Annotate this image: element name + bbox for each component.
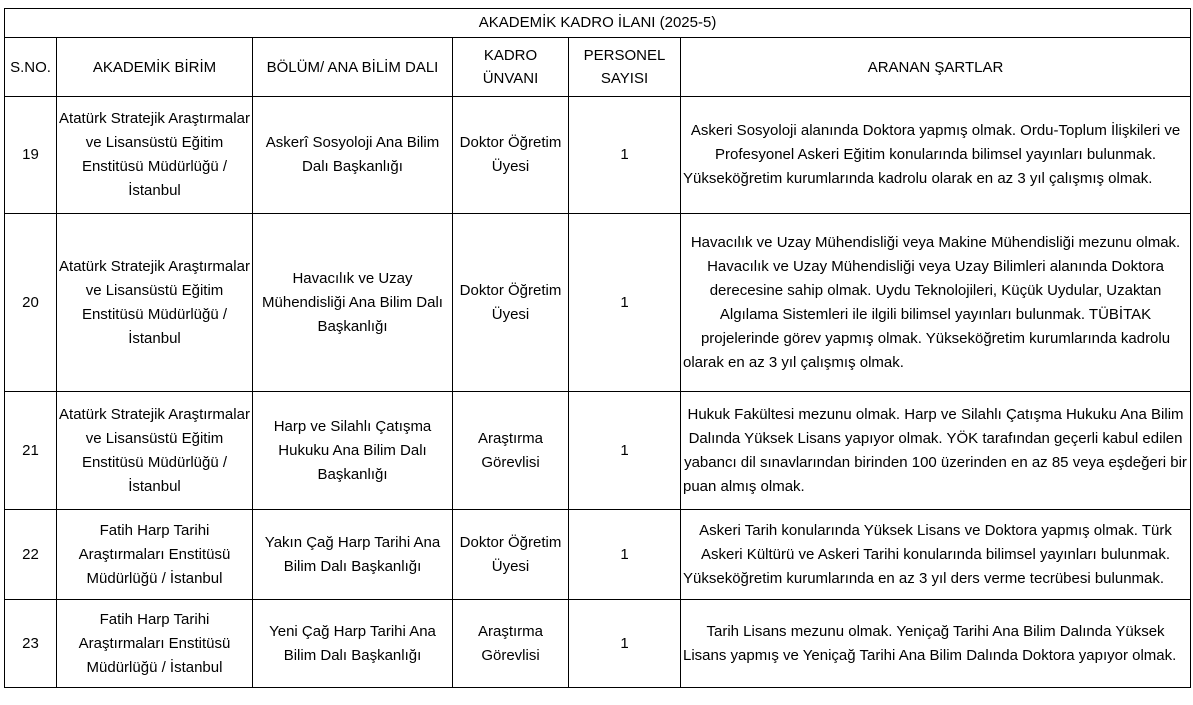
row-sno: 19 bbox=[5, 97, 57, 214]
row-requirements: Askeri Sosyoloji alanında Doktora yapmış olmak. Ordu-Toplum İlişkileri ve Profesyonel Askeri Eğitim konularında bilimsel yayınları bulunmak. Yükseköğretim kurumlarında kadrolu olarak en az 3 yıl çalışmış olmak. bbox=[681, 97, 1191, 214]
row-department: Yeni Çağ Harp Tarihi Ana Bilim Dalı Başkanlığı bbox=[253, 600, 453, 688]
header-sno: S.NO. bbox=[5, 38, 57, 97]
row-sno: 20 bbox=[5, 214, 57, 392]
table-row bbox=[5, 510, 1191, 600]
row-sno: 22 bbox=[5, 510, 57, 600]
header-row bbox=[5, 38, 1191, 97]
row-unit: Atatürk Stratejik Araştırmalar ve Lisansüstü Eğitim Enstitüsü Müdürlüğü / İstanbul bbox=[57, 392, 253, 510]
row-title: Doktor Öğretim Üyesi bbox=[453, 97, 569, 214]
row-department: Harp ve Silahlı Çatışma Hukuku Ana Bilim Dalı Başkanlığı bbox=[253, 392, 453, 510]
row-unit: Atatürk Stratejik Araştırmalar ve Lisansüstü Eğitim Enstitüsü Müdürlüğü / İstanbul bbox=[57, 97, 253, 214]
table-row bbox=[5, 214, 1191, 392]
table-row bbox=[5, 392, 1191, 510]
row-unit: Fatih Harp Tarihi Araştırmaları Enstitüsü Müdürlüğü / İstanbul bbox=[57, 600, 253, 688]
row-count: 1 bbox=[569, 392, 681, 510]
row-sno: 23 bbox=[5, 600, 57, 688]
header-title: KADRO ÜNVANI bbox=[453, 38, 569, 97]
table-title-row bbox=[5, 9, 1191, 38]
table-row bbox=[5, 600, 1191, 688]
row-title: Araştırma Görevlisi bbox=[453, 600, 569, 688]
row-count: 1 bbox=[569, 97, 681, 214]
header-requirements: ARANAN ŞARTLAR bbox=[681, 38, 1191, 97]
row-requirements: Tarih Lisans mezunu olmak. Yeniçağ Tarihi Ana Bilim Dalında Yüksek Lisans yapmış ve Yeniçağ Tarihi Ana Bilim Dalında Doktora yapıyor olmak. bbox=[681, 600, 1191, 688]
row-count: 1 bbox=[569, 214, 681, 392]
header-department: BÖLÜM/ ANA BİLİM DALI bbox=[253, 38, 453, 97]
row-sno: 21 bbox=[5, 392, 57, 510]
row-title: Doktor Öğretim Üyesi bbox=[453, 214, 569, 392]
row-unit: Atatürk Stratejik Araştırmalar ve Lisansüstü Eğitim Enstitüsü Müdürlüğü / İstanbul bbox=[57, 214, 253, 392]
row-requirements: Askeri Tarih konularında Yüksek Lisans ve Doktora yapmış olmak. Türk Askeri Kültürü ve Askeri Tarihi konularında bilimsel yayınları bulunmak. Yükseköğretim kurumlarında en az 3 yıl ders verme tecrübesi bulunmak. bbox=[681, 510, 1191, 600]
row-department: Havacılık ve Uzay Mühendisliği Ana Bilim Dalı Başkanlığı bbox=[253, 214, 453, 392]
row-department: Yakın Çağ Harp Tarihi Ana Bilim Dalı Başkanlığı bbox=[253, 510, 453, 600]
table-title: AKADEMİK KADRO İLANI (2025-5) bbox=[5, 9, 1191, 38]
header-count: PERSONEL SAYISI bbox=[569, 38, 681, 97]
row-title: Araştırma Görevlisi bbox=[453, 392, 569, 510]
academic-staff-table bbox=[4, 8, 1191, 688]
row-count: 1 bbox=[569, 510, 681, 600]
table-row bbox=[5, 97, 1191, 214]
row-department: Askerî Sosyoloji Ana Bilim Dalı Başkanlığı bbox=[253, 97, 453, 214]
row-title: Doktor Öğretim Üyesi bbox=[453, 510, 569, 600]
row-requirements: Hukuk Fakültesi mezunu olmak. Harp ve Silahlı Çatışma Hukuku Ana Bilim Dalında Yüksek Lisans yapıyor olmak. YÖK tarafından geçerli kabul edilen yabancı dil sınavlarından birinden 100 üzerinden en az 85 veya eşdeğeri bir puan almış olmak. bbox=[681, 392, 1191, 510]
header-unit: AKADEMİK BİRİM bbox=[57, 38, 253, 97]
row-unit: Fatih Harp Tarihi Araştırmaları Enstitüsü Müdürlüğü / İstanbul bbox=[57, 510, 253, 600]
row-requirements: Havacılık ve Uzay Mühendisliği veya Makine Mühendisliği mezunu olmak. Havacılık ve Uzay Mühendisliği veya Uzay Bilimleri alanında Doktora derecesine sahip olmak. Uydu Teknolojileri, Küçük Uydular, Uzaktan Algılama Sistemleri ile ilgili bilimsel yayınları bulunmak. TÜBİTAK projelerinde görev yapmış olmak. Yükseköğretim kurumlarında kadrolu olarak en az 3 yıl çalışmış olmak. bbox=[681, 214, 1191, 392]
row-count: 1 bbox=[569, 600, 681, 688]
